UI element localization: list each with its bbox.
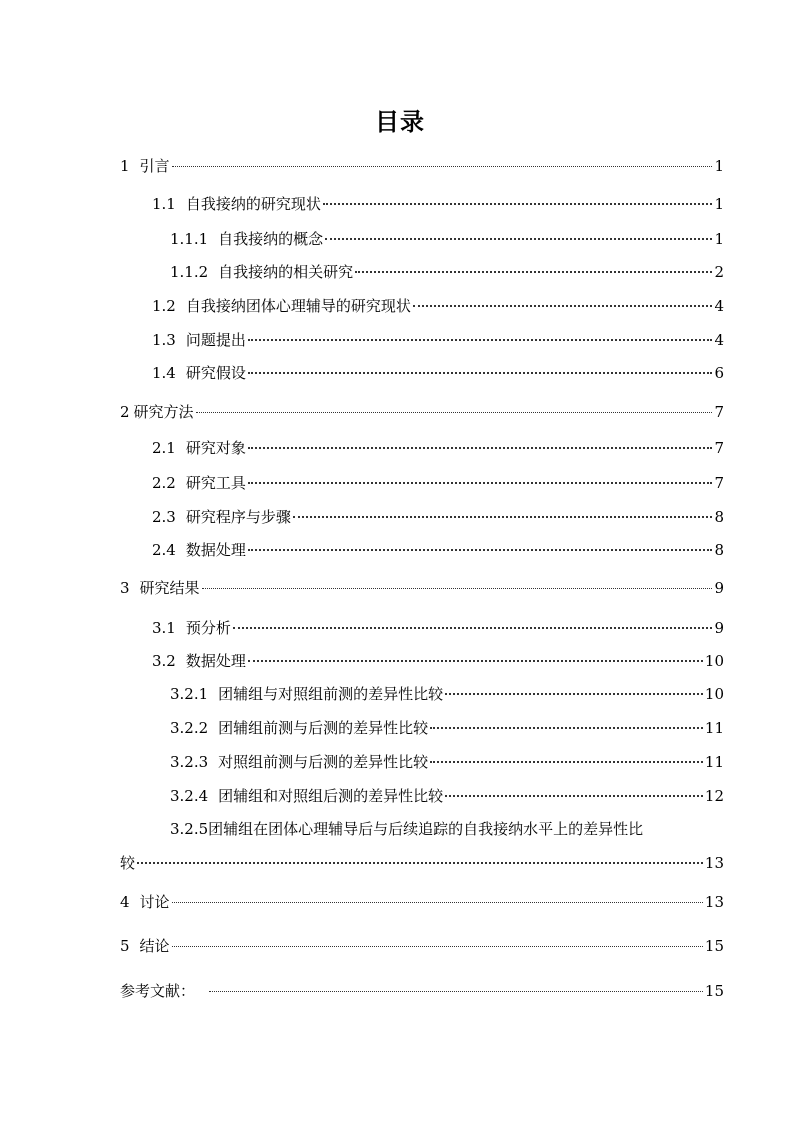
dot-leader — [413, 305, 713, 307]
toc-entry[interactable] — [120, 401, 724, 423]
toc-entry[interactable] — [120, 155, 724, 177]
toc-entry-title: 自我接纳团体心理辅导的研究现状 — [185, 297, 411, 315]
toc-entry-number: 2.3 — [152, 508, 176, 526]
toc-entry[interactable] — [152, 617, 724, 639]
toc-entry-number: 1.4 — [152, 364, 176, 382]
toc-entry-page: 4 — [714, 297, 724, 315]
toc-entry-number: 5 — [120, 937, 130, 955]
toc-entry[interactable] — [152, 362, 724, 384]
toc-entry-number: 3.2.3 — [170, 753, 209, 771]
toc-entry[interactable] — [170, 751, 724, 773]
toc-entry-title: 研究程序与步骤 — [185, 508, 291, 526]
dot-leader — [445, 693, 703, 695]
toc-entry[interactable] — [120, 980, 724, 1002]
dot-leader — [430, 761, 703, 763]
toc-entry-page: 15 — [704, 937, 724, 955]
toc-entry[interactable] — [152, 506, 724, 528]
dot-leader — [233, 627, 713, 629]
toc-entry-title: 数据处理 — [185, 652, 246, 670]
toc-entry-title: 研究结果 — [139, 579, 200, 597]
dot-leader — [248, 660, 703, 662]
toc-entry-title: 对照组前测与后测的差异性比较 — [218, 753, 429, 771]
toc-entry-page: 11 — [704, 753, 724, 771]
toc-entry-number: 4 — [120, 893, 130, 911]
toc-entry-title: 团辅组在团体心理辅导后与后续追踪的自我接纳水平上的差异性比 — [208, 820, 644, 838]
toc-entry[interactable] — [152, 193, 724, 215]
toc-entry[interactable] — [170, 785, 724, 807]
dot-leader — [248, 372, 713, 374]
toc-entry-title-continuation: 较 — [120, 854, 136, 872]
toc-entry-number: 2.1 — [152, 439, 176, 457]
toc-entry-page: 9 — [714, 619, 724, 637]
dot-leader — [202, 588, 713, 589]
toc-entry-page: 10 — [704, 685, 724, 703]
toc-entry-number: 3.2 — [152, 652, 176, 670]
dot-leader — [293, 516, 713, 518]
dot-leader — [248, 339, 713, 341]
dot-leader — [248, 549, 713, 551]
toc-entry[interactable] — [170, 228, 724, 250]
toc-entry-title: 团辅组前测与后测的差异性比较 — [218, 719, 429, 737]
toc-entry-continuation[interactable] — [120, 852, 724, 874]
toc-entry-title: 引言 — [139, 157, 170, 175]
dot-leader — [172, 946, 703, 947]
toc-entry[interactable] — [170, 261, 724, 283]
toc-entry[interactable] — [170, 683, 724, 705]
dot-leader — [209, 991, 703, 992]
toc-entry-page: 13 — [704, 893, 724, 911]
dot-leader — [137, 862, 703, 864]
toc-entry[interactable] — [120, 577, 724, 599]
toc-entry-title: 数据处理 — [185, 541, 246, 559]
page-title: 目录 — [375, 108, 425, 136]
toc-entry-page: 15 — [704, 982, 724, 1000]
toc-entry[interactable] — [152, 295, 724, 317]
toc-entry-title: 结论 — [139, 937, 170, 955]
toc-entry-title: 自我接纳的相关研究 — [218, 263, 354, 281]
dot-leader — [248, 447, 713, 449]
toc-entry-title: 研究对象 — [185, 439, 246, 457]
toc-entry-number: 3.2.2 — [170, 719, 209, 737]
toc-entry-title: 研究假设 — [185, 364, 246, 382]
toc-entry-title: 自我接纳的概念 — [218, 230, 324, 248]
toc-entry-title: 参考文献： — [120, 982, 196, 1000]
toc-entry-page: 7 — [714, 439, 724, 457]
toc-entry-page: 9 — [714, 579, 724, 597]
dot-leader — [355, 271, 712, 273]
toc-entry-page: 11 — [704, 719, 724, 737]
toc-entry[interactable] — [120, 891, 724, 913]
toc-entry-number: 2 — [120, 403, 130, 421]
toc-entry-page: 2 — [714, 263, 724, 281]
dot-leader — [325, 238, 712, 240]
toc-entry-title: 团辅组与对照组前测的差异性比较 — [218, 685, 444, 703]
toc-entry-title: 自我接纳的研究现状 — [185, 195, 321, 213]
toc-entry-number: 2.2 — [152, 474, 176, 492]
toc-entry-page: 4 — [714, 331, 724, 349]
toc-entry-wrapped[interactable] — [170, 818, 643, 839]
toc-entry-number: 3 — [120, 579, 130, 597]
dot-leader — [172, 902, 703, 903]
dot-leader — [248, 482, 713, 484]
toc-entry-title: 讨论 — [139, 893, 170, 911]
toc-entry-page: 10 — [704, 652, 724, 670]
toc-entry[interactable] — [152, 437, 724, 459]
dot-leader — [430, 727, 703, 729]
toc-entry-title: 研究方法 — [133, 403, 194, 421]
toc-entry-page: 12 — [704, 787, 724, 805]
toc-entry-title: 问题提出 — [185, 331, 246, 349]
toc-entry-page: 8 — [714, 541, 724, 559]
toc-entry-number: 1.1 — [152, 195, 176, 213]
toc-entry[interactable] — [170, 717, 724, 739]
toc-entry-number: 1.3 — [152, 331, 176, 349]
toc-entry-page: 13 — [704, 854, 724, 872]
dot-leader — [196, 412, 713, 413]
toc-entry[interactable] — [152, 539, 724, 561]
toc-entry-number: 3.2.4 — [170, 787, 209, 805]
toc-entry-page: 8 — [714, 508, 724, 526]
toc-entry-number: 3.2.5 — [170, 820, 209, 838]
toc-entry[interactable] — [152, 650, 724, 672]
toc-entry-title: 研究工具 — [185, 474, 246, 492]
toc-entry-page: 6 — [714, 364, 724, 382]
toc-entry-number: 1.1.1 — [170, 230, 209, 248]
toc-entry-number: 1.1.2 — [170, 263, 209, 281]
toc-entry[interactable] — [152, 472, 724, 494]
dot-leader — [445, 795, 703, 797]
toc-entry-page: 1 — [714, 157, 724, 175]
toc-entry-page: 1 — [714, 195, 724, 213]
toc-entry[interactable] — [152, 329, 724, 351]
toc-entry-page: 1 — [714, 230, 724, 248]
toc-entry-number: 1.2 — [152, 297, 176, 315]
toc-entry-title: 预分析 — [185, 619, 231, 637]
toc-entry-number: 3.2.1 — [170, 685, 209, 703]
toc-entry-number: 2.4 — [152, 541, 176, 559]
toc-entry-page: 7 — [714, 403, 724, 421]
toc-entry-number: 3.1 — [152, 619, 176, 637]
dot-leader — [172, 166, 713, 167]
toc-entry-number: 1 — [120, 157, 130, 175]
toc-entry-title: 团辅组和对照组后测的差异性比较 — [218, 787, 444, 805]
dot-leader — [323, 203, 713, 205]
toc-entry[interactable] — [120, 935, 724, 957]
toc-entry-page: 7 — [714, 474, 724, 492]
